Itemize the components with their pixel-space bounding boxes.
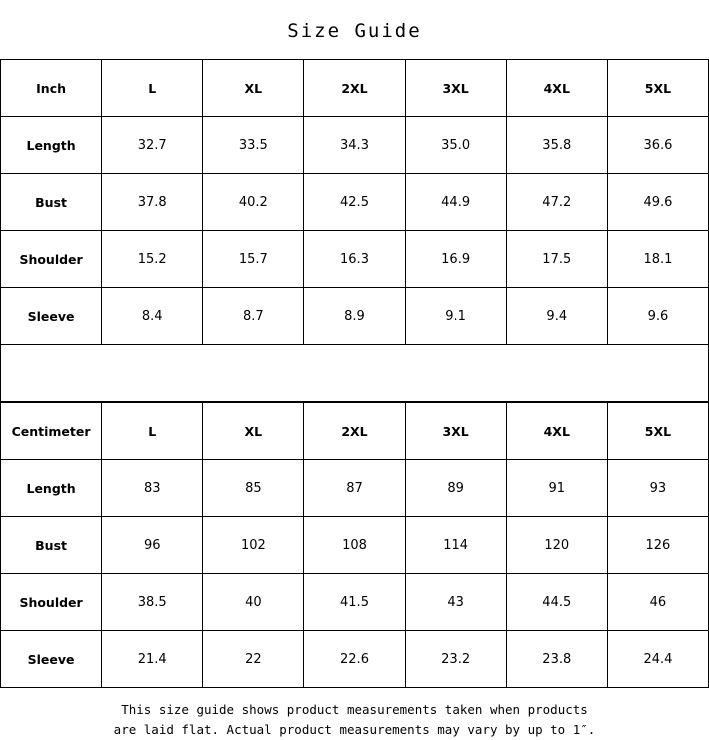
cell-value: 9.6 bbox=[607, 288, 708, 345]
footnote-line-1: This size guide shows product measurements taken when products bbox=[121, 702, 588, 717]
column-header: 2XL bbox=[304, 60, 405, 117]
cell-value: 17.5 bbox=[506, 231, 607, 288]
cell-value: 41.5 bbox=[304, 574, 405, 631]
cell-value: 49.6 bbox=[607, 174, 708, 231]
cell-value: 83 bbox=[102, 460, 203, 517]
table-row bbox=[1, 460, 709, 517]
table-row bbox=[1, 517, 709, 574]
spacer-cell bbox=[1, 345, 709, 402]
unit-label-inch: Inch bbox=[1, 60, 102, 117]
cell-value: 44.5 bbox=[506, 574, 607, 631]
cell-value: 8.4 bbox=[102, 288, 203, 345]
row-label: Sleeve bbox=[1, 288, 102, 345]
cell-value: 9.4 bbox=[506, 288, 607, 345]
cell-value: 42.5 bbox=[304, 174, 405, 231]
cell-value: 15.2 bbox=[102, 231, 203, 288]
size-table-inch bbox=[0, 59, 709, 402]
cell-value: 85 bbox=[203, 460, 304, 517]
cell-value: 40.2 bbox=[203, 174, 304, 231]
cell-value: 102 bbox=[203, 517, 304, 574]
cell-value: 46 bbox=[607, 574, 708, 631]
cell-value: 120 bbox=[506, 517, 607, 574]
row-label: Sleeve bbox=[1, 631, 102, 688]
table-row bbox=[1, 288, 709, 345]
page-title: Size Guide bbox=[287, 20, 422, 42]
cell-value: 93 bbox=[607, 460, 708, 517]
cell-value: 9.1 bbox=[405, 288, 506, 345]
footnote bbox=[0, 688, 709, 740]
cell-value: 35.8 bbox=[506, 117, 607, 174]
column-header: 3XL bbox=[405, 60, 506, 117]
row-label: Bust bbox=[1, 174, 102, 231]
cell-value: 16.9 bbox=[405, 231, 506, 288]
column-header: 2XL bbox=[304, 403, 405, 460]
cell-value: 22 bbox=[203, 631, 304, 688]
cell-value: 89 bbox=[405, 460, 506, 517]
table-row bbox=[1, 631, 709, 688]
cell-value: 16.3 bbox=[304, 231, 405, 288]
cell-value: 23.2 bbox=[405, 631, 506, 688]
cell-value: 35.0 bbox=[405, 117, 506, 174]
cell-value: 18.1 bbox=[607, 231, 708, 288]
cell-value: 96 bbox=[102, 517, 203, 574]
cell-value: 36.6 bbox=[607, 117, 708, 174]
cell-value: 114 bbox=[405, 517, 506, 574]
column-header: 4XL bbox=[506, 60, 607, 117]
table-row bbox=[1, 231, 709, 288]
column-header: XL bbox=[203, 60, 304, 117]
row-label: Length bbox=[1, 460, 102, 517]
cell-value: 47.2 bbox=[506, 174, 607, 231]
column-header: 5XL bbox=[607, 60, 708, 117]
row-label: Shoulder bbox=[1, 574, 102, 631]
table-header-row bbox=[1, 60, 709, 117]
cell-value: 33.5 bbox=[203, 117, 304, 174]
table-header-row bbox=[1, 403, 709, 460]
cell-value: 91 bbox=[506, 460, 607, 517]
cell-value: 8.9 bbox=[304, 288, 405, 345]
column-header: 5XL bbox=[607, 403, 708, 460]
column-header: 4XL bbox=[506, 403, 607, 460]
cell-value: 44.9 bbox=[405, 174, 506, 231]
cell-value: 15.7 bbox=[203, 231, 304, 288]
cell-value: 38.5 bbox=[102, 574, 203, 631]
cell-value: 87 bbox=[304, 460, 405, 517]
row-label: Bust bbox=[1, 517, 102, 574]
cell-value: 22.6 bbox=[304, 631, 405, 688]
cell-value: 43 bbox=[405, 574, 506, 631]
column-header: L bbox=[102, 403, 203, 460]
row-label: Shoulder bbox=[1, 231, 102, 288]
cell-value: 24.4 bbox=[607, 631, 708, 688]
cell-value: 126 bbox=[607, 517, 708, 574]
table-row bbox=[1, 574, 709, 631]
cell-value: 21.4 bbox=[102, 631, 203, 688]
cell-value: 23.8 bbox=[506, 631, 607, 688]
cell-value: 32.7 bbox=[102, 117, 203, 174]
column-header: L bbox=[102, 60, 203, 117]
row-label: Length bbox=[1, 117, 102, 174]
table-spacer-row bbox=[1, 345, 709, 402]
unit-label-centimeter: Centimeter bbox=[1, 403, 102, 460]
cell-value: 34.3 bbox=[304, 117, 405, 174]
cell-value: 40 bbox=[203, 574, 304, 631]
size-table-centimeter bbox=[0, 402, 709, 688]
footnote-line-2: are laid flat. Actual product measurements may vary by up to 1″. bbox=[113, 722, 596, 737]
cell-value: 37.8 bbox=[102, 174, 203, 231]
cell-value: 8.7 bbox=[203, 288, 304, 345]
column-header: XL bbox=[203, 403, 304, 460]
cell-value: 108 bbox=[304, 517, 405, 574]
table-row bbox=[1, 117, 709, 174]
column-header: 3XL bbox=[405, 403, 506, 460]
table-row bbox=[1, 174, 709, 231]
